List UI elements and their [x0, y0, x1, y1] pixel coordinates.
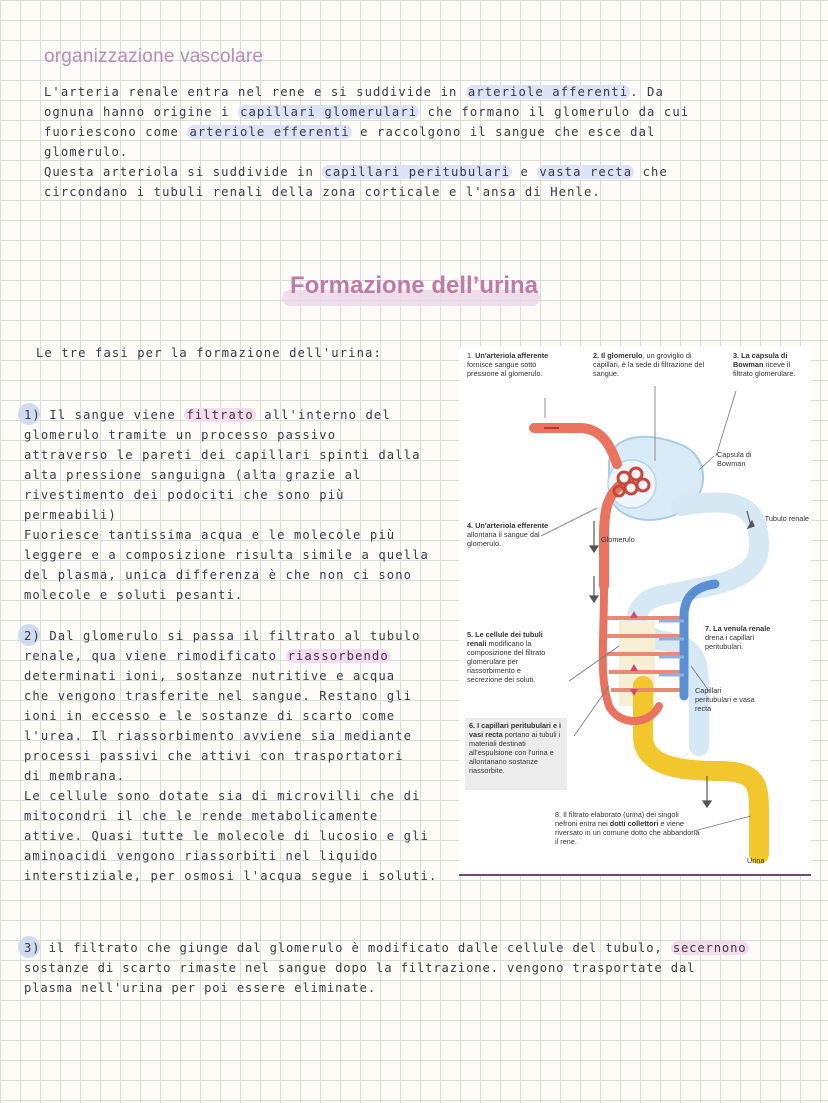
step-2-line: Le cellule sono dotate sia di microvilli che di	[24, 789, 421, 803]
step-2: 2) Dal glomerulo si passa il filtrato al tubulo renale, qua viene rimodificato riassorbendo determinati ioni, sostanze nutritive e acqua che vengono trasferite nel sangue. Restano gli ioni in eccesso e le sostanze di scarto come l'urea. Il riassorbimento avviene sia mediante processi passivi che attivi con trasportatori di membrana. Le cellule sono dotate sia di microvilli che di mitocondri il che le rende metabolicamente attive. Quasi tutte le molecole di lucosio e gli aminoacidi vengono riassorbiti nel liquido interstiziale, per osmosi l'acqua segue i soluti.	[24, 626, 437, 886]
step-1-line: Fuoriesce tantissima acqua e le molecole più	[24, 528, 396, 542]
step-2-line: processi passivi che attivi con trasportatori	[24, 749, 404, 763]
step-2-line: determinati ioni, sostanze nutritive e acqua	[24, 669, 396, 683]
phases-intro: Le tre fasi per la formazione dell'urina:	[36, 346, 382, 360]
step-1-line: attraverso le pareti dei capillari spinti dalla	[24, 448, 421, 462]
figure-label-6: 6. I capillari peritubulari e i vasi recta portano ai tubuli i materiali destinati all'espulsione con l'urina e allontanano sostanze riassorbite.	[465, 718, 567, 790]
figure-label-2: 2. Il glomerulo, un groviglio di capillari, è la sede di filtrazione del sangue.	[593, 351, 705, 378]
glomerulo-label: Glomerulo	[601, 535, 635, 544]
afferent-arteriole-shape	[534, 428, 617, 464]
step-2-line: interstiziale, per osmosi l'acqua segue i soluti.	[24, 869, 438, 883]
step-3-line: sostanze di scarto rimaste nel sangue dopo la filtrazione. vengono trasportate dal	[24, 961, 696, 975]
step-2-number: 2)	[24, 629, 41, 643]
intro-line-4: glomerulo.	[44, 145, 129, 159]
section-heading: organizzazione vascolare	[44, 46, 264, 67]
intro-line-1: L'arteria renale entra nel rene e si suddivide in arteriole afferenti . Da	[44, 85, 664, 99]
step-1-line: rivestimento dei podociti che sono più	[24, 488, 345, 502]
tubulo-label: Tubulo renale	[764, 514, 809, 523]
step-1-number: 1)	[24, 408, 41, 422]
step-1: 1) Il sangue viene filtrato all'interno del glomerulo tramite un processo passivo attraverso le pareti dei capillari spinti dalla alta pressione sanguigna (alta grazie al rivestimento dei podociti che sono più permeabili) Fuoriesce tantissima acqua e le molecole più leggere e a composizione risulta simile a quella del plasma, unica differenza è che non ci sono molecole e soluti pesanti.	[24, 405, 429, 605]
nephron-figure	[459, 346, 811, 876]
step-1-line: permeabili)	[24, 508, 117, 522]
step-2-line: di membrana.	[24, 769, 126, 783]
step-2-line: mitocondri il che le rende metabolicamente	[24, 809, 379, 823]
step-1-line: glomerulo tramite un processo passivo	[24, 428, 337, 442]
figure-label-8: 8. Il filtrato elaborato (urina) dei singoli nefroni entra nei dotti collettori e viene riversato in un comune dotto che abbandona il rene.	[555, 810, 700, 846]
step-1-line: molecole e soluti pesanti.	[24, 588, 244, 602]
step-2-line: l'urea. Il riassorbimento avviene sia mediante	[24, 729, 413, 743]
intro-line-5: Questa arteriola si suddivide in capillari peritubulari e vasta recta che	[44, 165, 668, 179]
step-3: 3) il filtrato che giunge dal glomerulo è modificato dalle cellule del tubulo, secernono sostanze di scarto rimaste nel sangue dopo la filtrazione. vengono trasportate dal plasma nell'urina per poi essere eliminate.	[24, 938, 749, 998]
step-1-line: alta pressione sanguigna (alta grazie al	[24, 468, 362, 482]
capsula-label: Capsula di Bowman	[717, 450, 752, 468]
capillari-label: Capillari peritubulari e vasa recta	[695, 686, 755, 713]
figure-label-3: 3. La capsula di Bowman riceve il filtrato glomerulare.	[733, 351, 796, 378]
step-2-line: ioni in eccesso e le sostanze di scarto come	[24, 709, 396, 723]
urina-label: Urina	[747, 856, 765, 865]
figure-label-5: 5. Le cellule dei tubuli renali modificano la composizione del filtrato glomerulare per riassorbimento e secrezione dei soluti.	[467, 630, 546, 684]
figure-label-4: 4. Un'arteriola efferente allontana il sangue dal glomerulo.	[467, 521, 549, 548]
step-2-line: attive. Quasi tutte le molecole di lucosio e gli	[24, 829, 429, 843]
step-3-number: 3)	[24, 941, 41, 955]
step-2-line: aminoacidi vengono riassorbiti nel liquido	[24, 849, 379, 863]
intro-paragraph	[44, 82, 689, 202]
step-2-line: che vengono trasferite nel sangue. Restano gli	[24, 689, 413, 703]
intro-line-2: ognuna hanno origine i capillari glomerulari che formano il glomerulo da cui	[44, 105, 690, 119]
step-1-line: del plasma, unica differenza è che non ci sono	[24, 568, 413, 582]
step-3-line: plasma nell'urina per poi essere eliminate.	[24, 981, 377, 995]
page-title: Formazione dell’urina	[289, 272, 539, 299]
step-2-line: renale, qua viene rimodificato riassorbendo	[24, 649, 389, 663]
nephron-illustration	[459, 346, 811, 874]
intro-line-6: circondano i tubuli renali della zona corticale e l'ansa di Henle.	[44, 185, 601, 199]
figure-label-1: 1. Un'arteriola afferente fornisce sangue sotto pressione al glomerulo.	[467, 351, 549, 378]
figure-label-7: 7. La venula renale drena i capillari peritubulari.	[705, 624, 771, 651]
intro-line-3: fuoriescono come arteriole efferenti e raccolgono il sangue che esce dal	[44, 125, 656, 139]
step-1-line: leggere e a composizione risulta simile a quella	[24, 548, 429, 562]
